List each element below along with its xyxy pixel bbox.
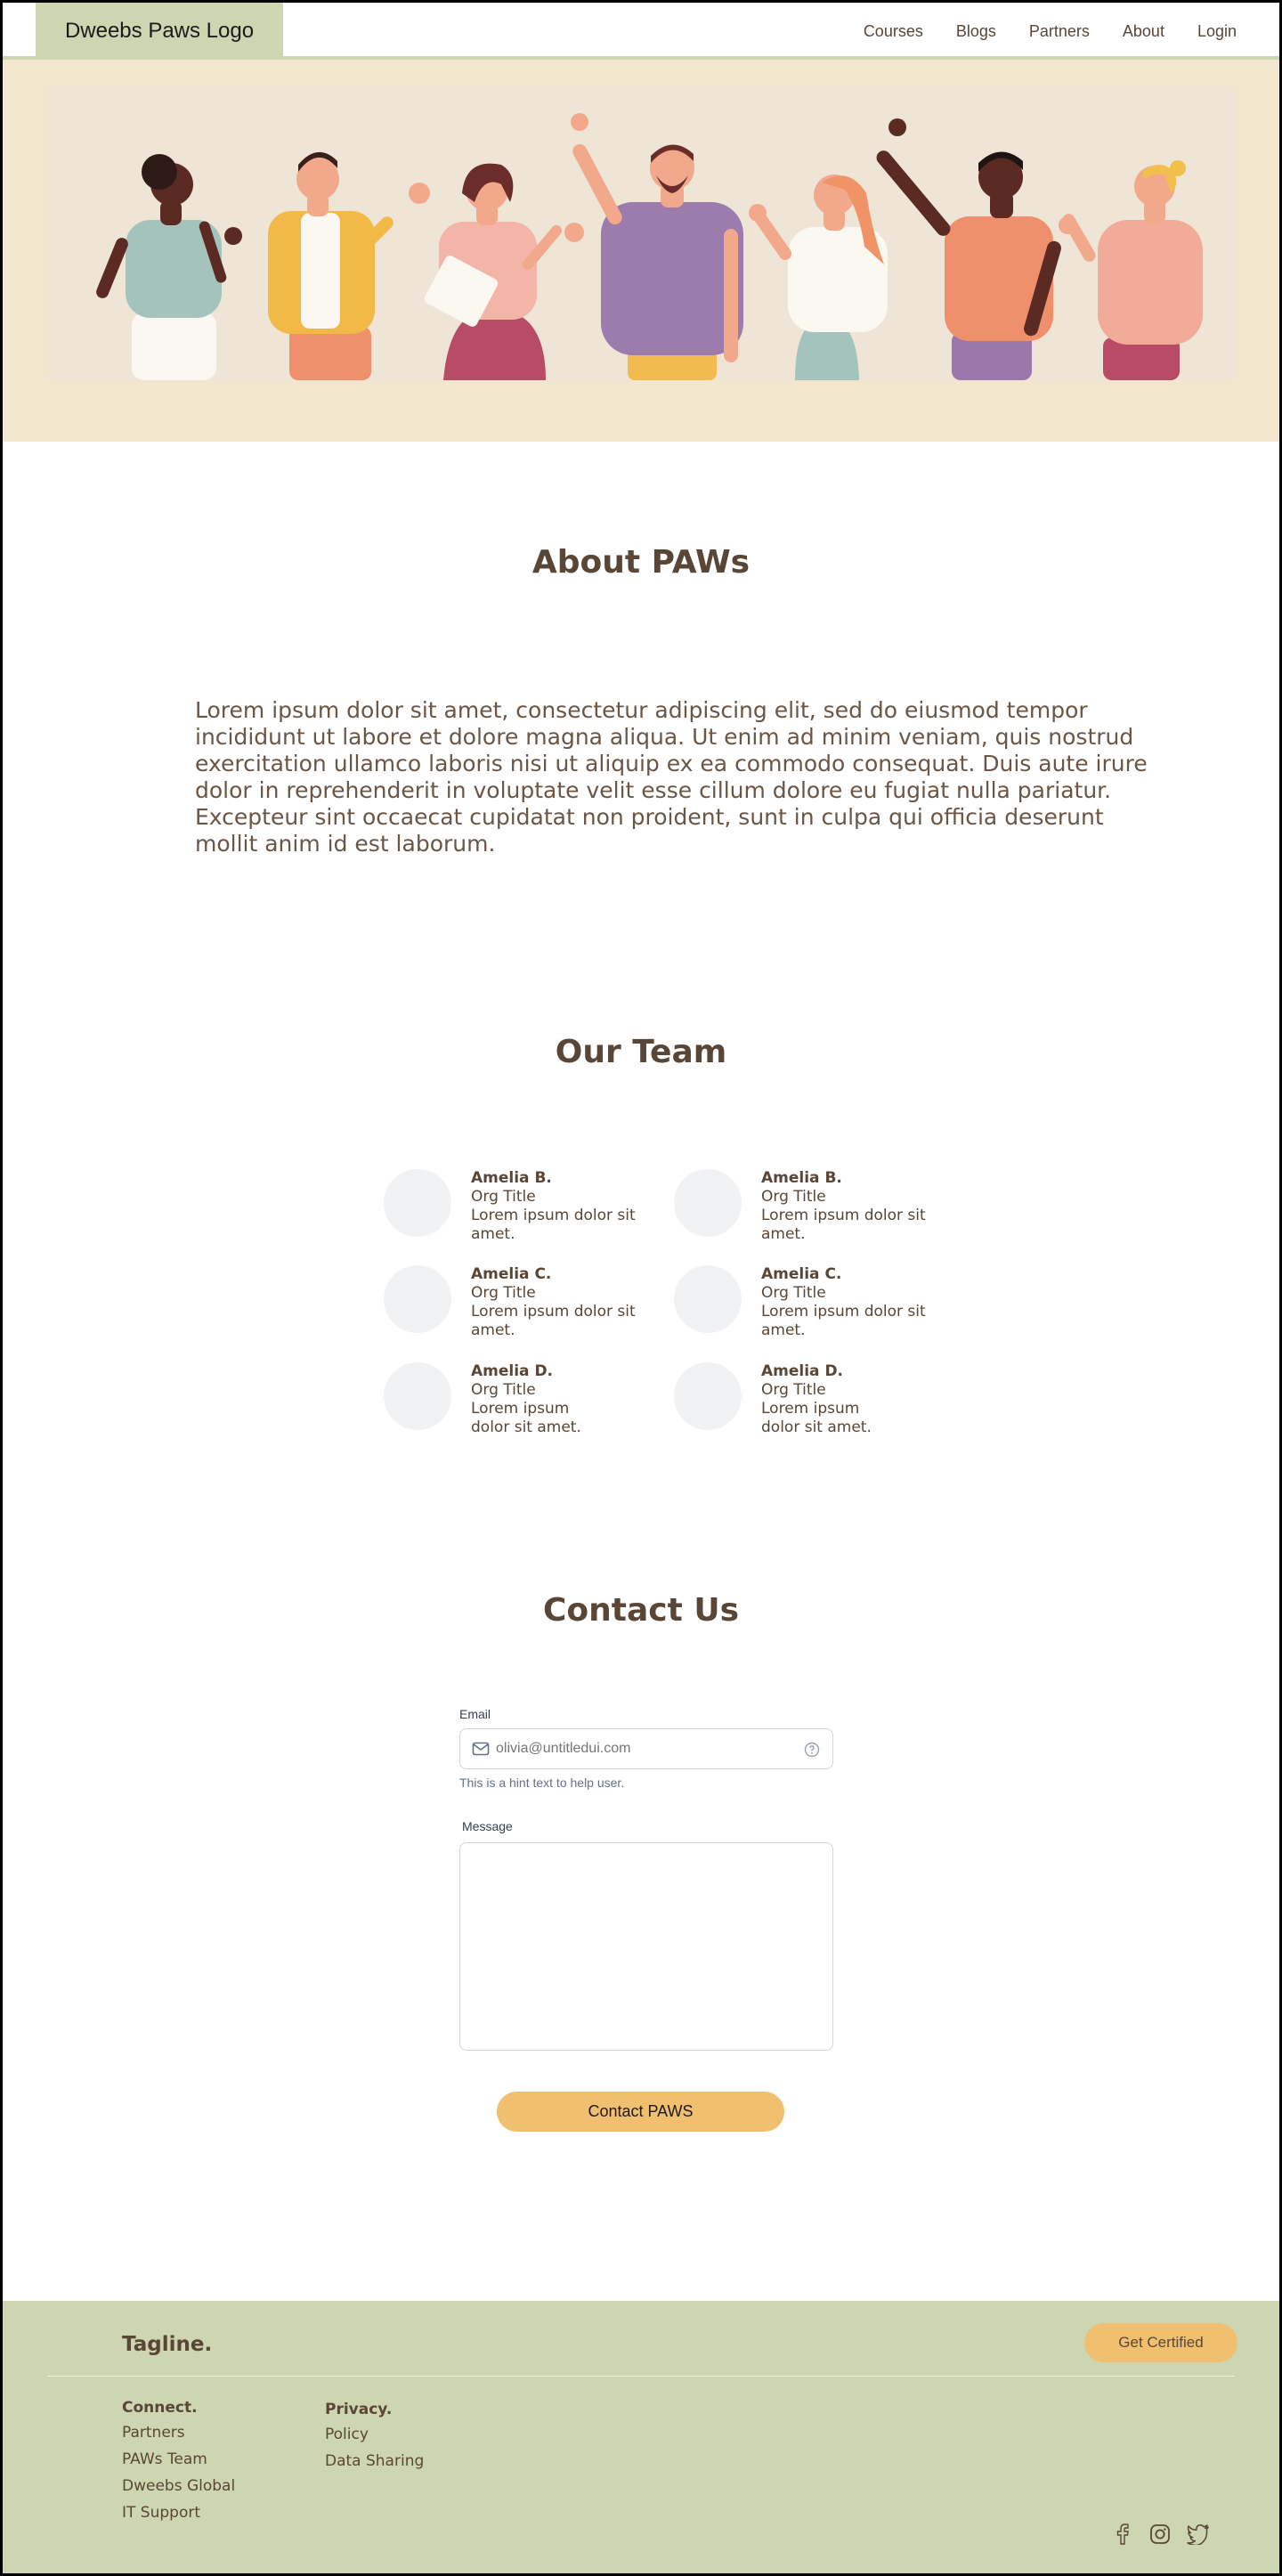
team-member-card	[674, 1362, 941, 1451]
nav-link-blogs[interactable]: Blogs	[955, 21, 996, 40]
footer-privacy-heading: Privacy.	[325, 2401, 393, 2418]
hero-banner	[3, 60, 1279, 442]
contact-title: Contact Us	[542, 1592, 740, 1629]
site-footer	[3, 2301, 1279, 2573]
get-certified-button[interactable]: Get Certified	[1084, 2323, 1237, 2362]
nav-links	[831, 3, 1237, 60]
person-4	[570, 113, 743, 380]
help-circle-icon[interactable]	[804, 1742, 820, 1761]
nav-link-login[interactable]: Login	[1197, 21, 1237, 40]
footer-link-it-support[interactable]: IT Support	[122, 2504, 201, 2522]
avatar	[674, 1362, 742, 1430]
twitter-icon[interactable]	[1187, 2523, 1210, 2548]
member-description: Lorem ipsum dolor sit amet.	[761, 1303, 926, 1339]
footer-link-paws-team[interactable]: PAWs Team	[122, 2450, 207, 2468]
person-6	[873, 118, 1063, 380]
avatar	[674, 1265, 742, 1333]
member-title: Org Title	[761, 1381, 826, 1399]
person-2	[268, 152, 430, 380]
footer-privacy-column	[325, 2401, 424, 2479]
hero-illustration	[47, 86, 1235, 380]
site-logo[interactable]: Dweebs Paws Logo	[36, 3, 283, 60]
instagram-icon[interactable]	[1149, 2523, 1171, 2548]
footer-link-dweebs-global[interactable]: Dweebs Global	[122, 2477, 236, 2495]
team-member-card	[384, 1169, 651, 1258]
avatar	[384, 1265, 451, 1333]
member-title: Org Title	[761, 1284, 826, 1302]
email-hint: This is a hint text to help user.	[459, 1776, 625, 1790]
people-illustration	[47, 86, 1235, 380]
footer-link-partners[interactable]: Partners	[122, 2424, 185, 2442]
nav-link-courses[interactable]: Courses	[863, 21, 923, 40]
page-frame	[3, 3, 1279, 2573]
member-description: Lorem ipsum dolor sit amet.	[471, 1303, 636, 1339]
member-title: Org Title	[761, 1188, 826, 1206]
member-title: Org Title	[471, 1188, 536, 1206]
member-description: Lorem ipsum dolor sit amet.	[761, 1400, 872, 1436]
email-field[interactable]	[459, 1728, 833, 1769]
person-5	[748, 175, 888, 380]
email-label: Email	[459, 1707, 491, 1721]
footer-divider	[47, 2376, 1235, 2377]
member-description: Lorem ipsum dolor sit amet.	[761, 1207, 926, 1243]
contact-submit-button[interactable]: Contact PAWS	[497, 2092, 784, 2132]
member-name: Amelia C.	[761, 1265, 842, 1283]
person-7	[1059, 160, 1203, 380]
member-name: Amelia B.	[761, 1169, 842, 1187]
person-3	[423, 164, 584, 380]
footer-connect-column	[122, 2399, 235, 2531]
team-member-card	[384, 1362, 651, 1451]
footer-tagline: Tagline.	[122, 2333, 213, 2356]
team-title: Our Team	[555, 1034, 727, 1070]
about-title: About PAWs	[531, 544, 751, 581]
avatar	[384, 1362, 451, 1430]
member-name: Amelia D.	[471, 1362, 554, 1380]
team-member-card	[674, 1169, 941, 1258]
team-member-card	[674, 1265, 941, 1354]
about-body: Lorem ipsum dolor sit amet, consectetur adipiscing elit, sed do eiusmod tempor incididunt ut labore et dolore magna aliqua. Ut enim ad minim veniam, quis nostrud exercitation ullamco laboris nisi ut aliquip ex ea commodo consequat. Duis aute irure dolor in reprehenderit in voluptate velit esse cillum dolore eu fugiat nulla pariatur. Excepteur sint occaecat cupidatat non proident, sunt in culpa qui officia deserunt mollit anim id est laborum.	[195, 697, 1148, 857]
nav-link-partners[interactable]: Partners	[1028, 21, 1090, 40]
facebook-icon[interactable]	[1116, 2523, 1129, 2548]
member-title: Org Title	[471, 1284, 536, 1302]
person-1	[94, 154, 242, 380]
footer-connect-heading: Connect.	[122, 2399, 198, 2417]
member-title: Org Title	[471, 1381, 536, 1399]
mail-icon	[472, 1741, 490, 1760]
message-label: Message	[462, 1819, 513, 1833]
member-description: Lorem ipsum dolor sit amet.	[471, 1400, 581, 1436]
nav-link-about[interactable]: About	[1122, 21, 1164, 40]
avatar	[384, 1169, 451, 1237]
message-textarea[interactable]	[459, 1842, 833, 2051]
avatar	[674, 1169, 742, 1237]
email-input[interactable]	[496, 1738, 790, 1759]
member-description: Lorem ipsum dolor sit amet.	[471, 1207, 636, 1243]
member-name: Amelia D.	[761, 1362, 844, 1380]
footer-link-policy[interactable]: Policy	[325, 2426, 369, 2443]
top-nav	[3, 3, 1279, 60]
member-name: Amelia B.	[471, 1169, 552, 1187]
footer-link-data-sharing[interactable]: Data Sharing	[325, 2452, 425, 2470]
member-name: Amelia C.	[471, 1265, 552, 1283]
team-member-card	[384, 1265, 651, 1354]
